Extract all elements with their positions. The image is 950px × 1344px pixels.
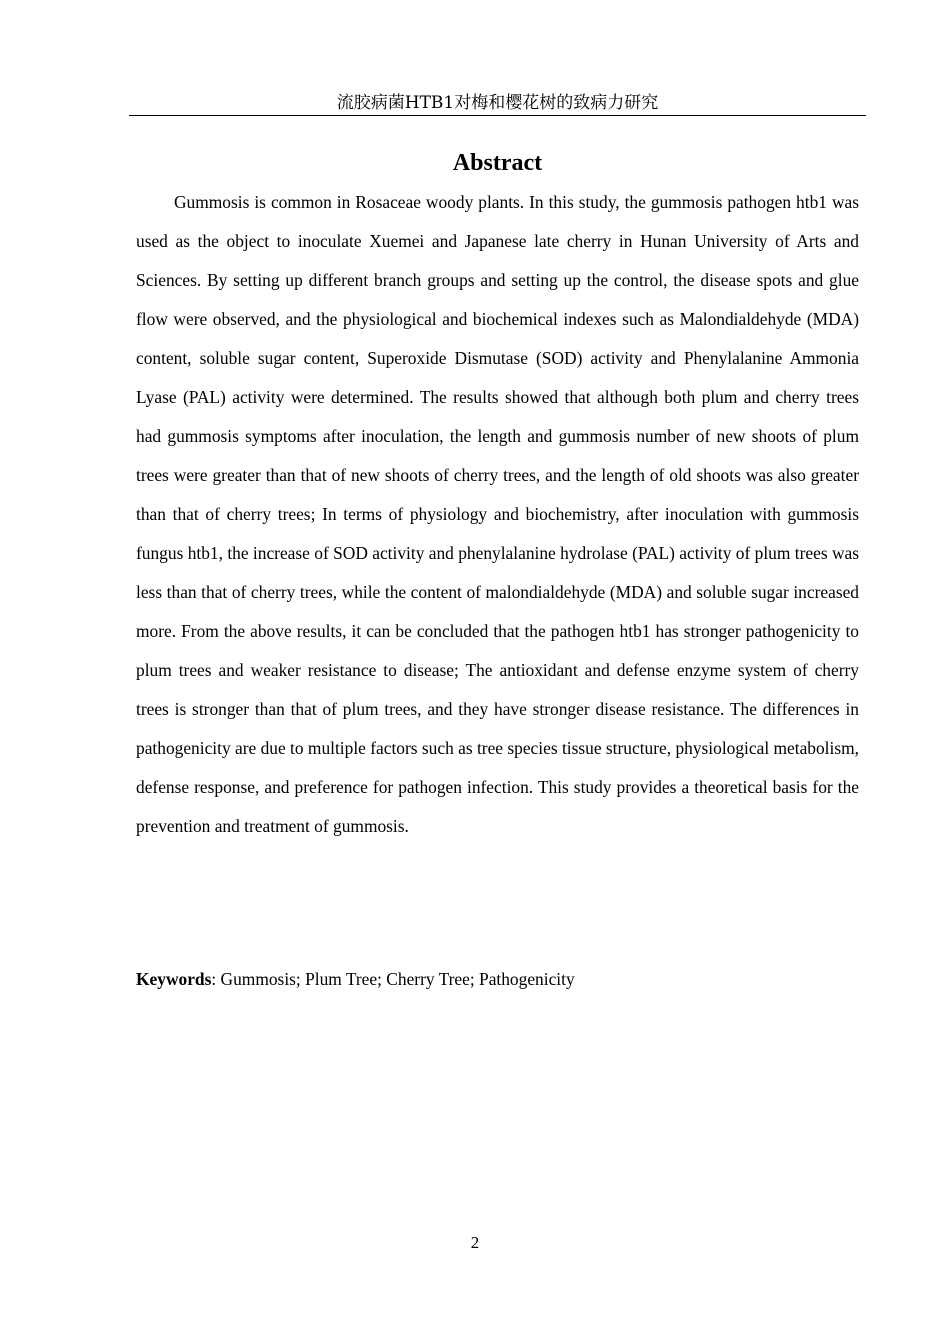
keywords-text: Gummosis; Plum Tree; Cherry Tree; Pathogenicity [220,969,575,989]
abstract-body: Gummosis is common in Rosaceae woody plants. In this study, the gummosis pathogen htb1 was used as the object to inoculate Xuemei and Japanese late cherry in Hunan University of Arts and Sciences. By setting up different branch groups and setting up the control, the disease spots and glue flow were observed, and the physiological and biochemical indexes such as Malondialdehyde (MDA) content, soluble sugar content, Superoxide Dismutase (SOD) activity and Phenylalanine Ammonia Lyase (PAL) activity were determined. The results showed that although both plum and cherry trees had gummosis symptoms after inoculation, the length and gummosis number of new shoots of plum trees were greater than that of new shoots of cherry trees, and the length of old shoots was also greater than that of cherry trees; In terms of physiology and biochemistry, after inoculation with gummosis fungus htb1, the increase of SOD activity and phenylalanine hydrolase (PAL) activity of plum trees was less than that of cherry trees, while the content of malondialdehyde (MDA) and soluble sugar increased more. From the above results, it can be concluded that the pathogen htb1 has stronger pathogenicity to plum trees and weaker resistance to disease; The antioxidant and defense enzyme system of cherry trees is stronger than that of plum trees, and they have stronger disease resistance. The differences in pathogenicity are due to multiple factors such as tree species tissue structure, physiological metabolism, defense response, and preference for pathogen infection. This study provides a theoretical basis for the prevention and treatment of gummosis. [136,192,859,836]
keywords-line [136,963,859,995]
keywords-label: Keywords [136,969,212,989]
keywords-separator: : [211,969,221,989]
abstract-title: Abstract [452,150,543,176]
page-number: 2 [470,1233,480,1252]
running-header: 流胶病菌HTB1对梅和樱花树的致病力研究 [129,92,866,116]
